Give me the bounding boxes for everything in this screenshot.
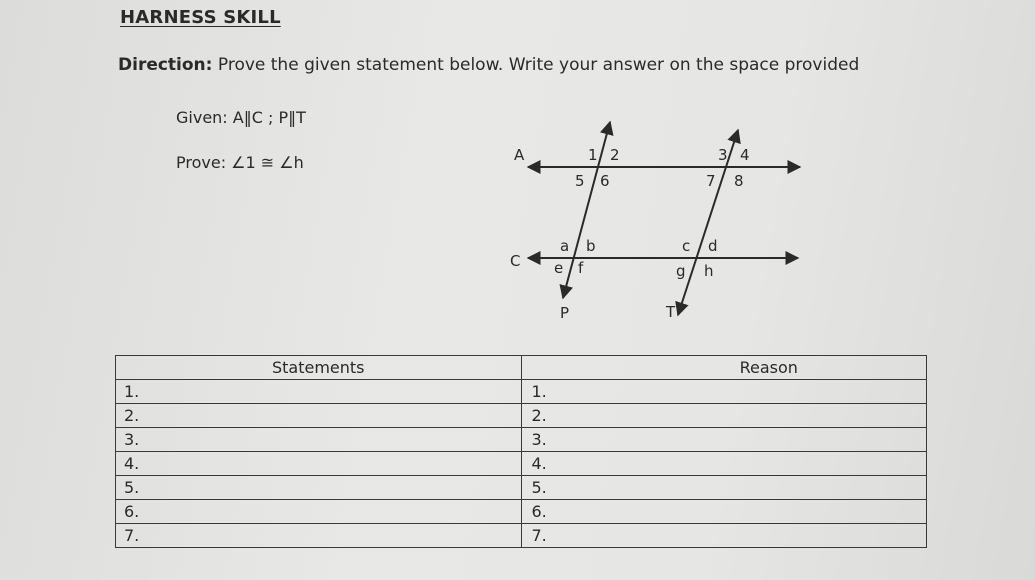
angle-3: 3	[718, 146, 728, 164]
statement-cell[interactable]: 7.	[116, 524, 522, 548]
statement-cell[interactable]: 2.	[116, 404, 522, 428]
statements-header: Statements	[116, 356, 522, 380]
angle-c: c	[682, 237, 691, 255]
angle-1: 1	[588, 146, 598, 164]
angle-a: a	[560, 237, 570, 255]
table-row	[116, 404, 927, 428]
reason-cell[interactable]: 4.	[521, 452, 927, 476]
direction-body: Prove the given statement below. Write your answer on the space provided	[217, 55, 860, 75]
label-p: P	[560, 304, 570, 322]
statement-cell[interactable]: 5.	[116, 476, 522, 500]
reason-header: Reason	[521, 356, 927, 380]
table-row	[116, 452, 927, 476]
statement-cell[interactable]: 3.	[116, 428, 522, 452]
reason-cell[interactable]: 6.	[521, 500, 927, 524]
angle-2: 2	[610, 146, 620, 164]
direction-text	[118, 55, 859, 75]
table-row	[116, 500, 927, 524]
reason-cell[interactable]: 1.	[521, 380, 927, 404]
page-title: HARNESS SKILL	[120, 7, 281, 28]
given-statement: Given: A‖C ; P‖T	[176, 108, 306, 127]
table-row	[116, 524, 927, 548]
angle-h: h	[704, 262, 714, 280]
label-c: C	[510, 252, 521, 270]
parallel-lines-diagram	[500, 120, 820, 330]
reason-cell[interactable]: 3.	[521, 428, 927, 452]
reason-cell[interactable]: 2.	[521, 404, 927, 428]
label-a: A	[514, 146, 525, 164]
prove-statement: Prove: ∠1 ≅ ∠h	[176, 153, 304, 172]
label-t: T	[666, 303, 676, 321]
angle-5: 5	[575, 172, 585, 190]
angle-7: 7	[706, 172, 716, 190]
angle-4: 4	[740, 146, 750, 164]
table-row	[116, 428, 927, 452]
statement-cell[interactable]: 1.	[116, 380, 522, 404]
angle-8: 8	[734, 172, 744, 190]
table-row	[116, 476, 927, 500]
angle-f: f	[578, 259, 584, 277]
table-row	[116, 380, 927, 404]
statement-cell[interactable]: 4.	[116, 452, 522, 476]
reason-cell[interactable]: 7.	[521, 524, 927, 548]
angle-b: b	[586, 237, 596, 255]
angle-6: 6	[600, 172, 610, 190]
direction-label: Direction:	[118, 55, 213, 75]
angle-d: d	[708, 237, 718, 255]
line-t	[678, 130, 738, 315]
line-p	[563, 122, 610, 298]
reason-cell[interactable]: 5.	[521, 476, 927, 500]
table-header-row	[116, 356, 927, 380]
angle-e: e	[554, 259, 564, 277]
angle-g: g	[676, 262, 686, 280]
statement-cell[interactable]: 6.	[116, 500, 522, 524]
proof-table	[115, 355, 927, 548]
